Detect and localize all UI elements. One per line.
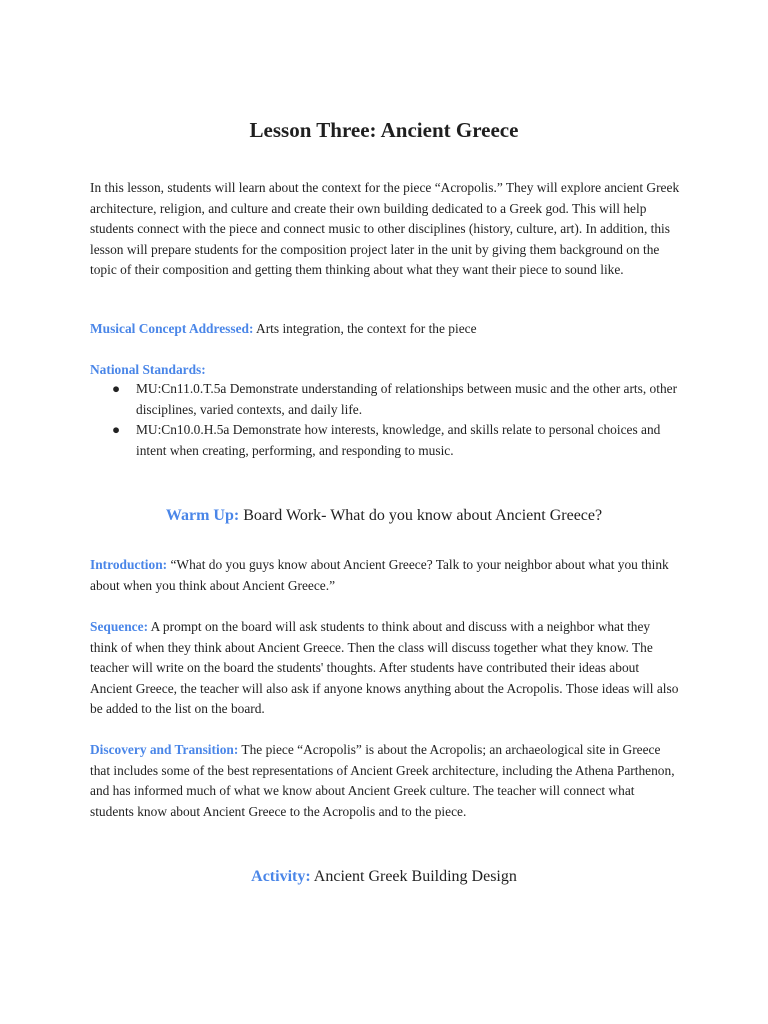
intro-paragraph: In this lesson, students will learn about the context for the piece “Acropolis.” They will explore ancient Greek architecture, religion, and culture and create their own building dedicated to a Greek god. This will help students connect with the piece and connect music to other disciplines (history, culture, art). In addition, this lesson will prepare students for the composition project later in the unit by giving them background on the topic of their composition and getting them thinking about what they want their piece to sound like. <box>90 180 680 277</box>
sequence-text: A prompt on the board will ask students to think about and discuss with a neighbor what they think of when they think about Ancient Greece. Then the class will discuss together what they know. The teacher will write on the board the students' thoughts. After students have contributed their ideas about Ancient Greece, the teacher will also ask if anyone knows anything about the Acropolis. Those ideas will also be added to the list on the board. <box>90 619 679 716</box>
national-standards-label: National Standards: <box>90 362 206 377</box>
introduction-text: “What do you guys know about Ancient Greece? Talk to your neighbor about what you think about when you think about Ancient Greece.” <box>90 557 669 593</box>
introduction-label: Introduction: <box>90 557 168 572</box>
bullet-icon: ● <box>112 422 121 437</box>
introduction-section <box>90 555 680 596</box>
musical-concept-section <box>90 319 680 340</box>
sequence-label: Sequence: <box>90 619 149 634</box>
bullet-icon: ● <box>112 381 121 396</box>
warm-up-text: Board Work- What do you know about Ancient Greece? <box>239 507 603 524</box>
musical-concept-text: Arts integration, the context for the piece <box>253 321 477 336</box>
warm-up-heading <box>0 507 768 525</box>
national-standards-heading <box>90 360 680 381</box>
standard-text: MU:Cn10.0.H.5a Demonstrate how interests, knowledge, and skills relate to personal choices and intent when creating, performing, and responding to music. <box>136 422 661 458</box>
discovery-section <box>90 740 680 822</box>
national-standards-list <box>90 379 680 461</box>
standard-item <box>90 379 680 420</box>
activity-heading <box>0 868 768 886</box>
standard-item <box>90 420 680 461</box>
activity-label: Activity: <box>251 868 311 885</box>
page-title: Lesson Three: Ancient Greece <box>249 118 519 142</box>
standard-text: MU:Cn11.0.T.5a Demonstrate understanding of relationships between music and the other arts, other disciplines, varied contexts, and daily life. <box>136 381 678 417</box>
activity-text: Ancient Greek Building Design <box>310 868 517 885</box>
sequence-section <box>90 617 680 720</box>
discovery-text: The piece “Acropolis” is about the Acropolis; an archaeological site in Greece that includes some of the best representations of Ancient Greek architecture, including the Athena Parthenon, and has informed much of what we know about Ancient Greek culture. The teacher will connect what students know about Ancient Greece to the Acropolis and to the piece. <box>90 742 675 819</box>
musical-concept-label: Musical Concept Addressed: <box>90 321 254 336</box>
warm-up-label: Warm Up: <box>165 507 240 524</box>
discovery-label: Discovery and Transition: <box>90 742 239 757</box>
